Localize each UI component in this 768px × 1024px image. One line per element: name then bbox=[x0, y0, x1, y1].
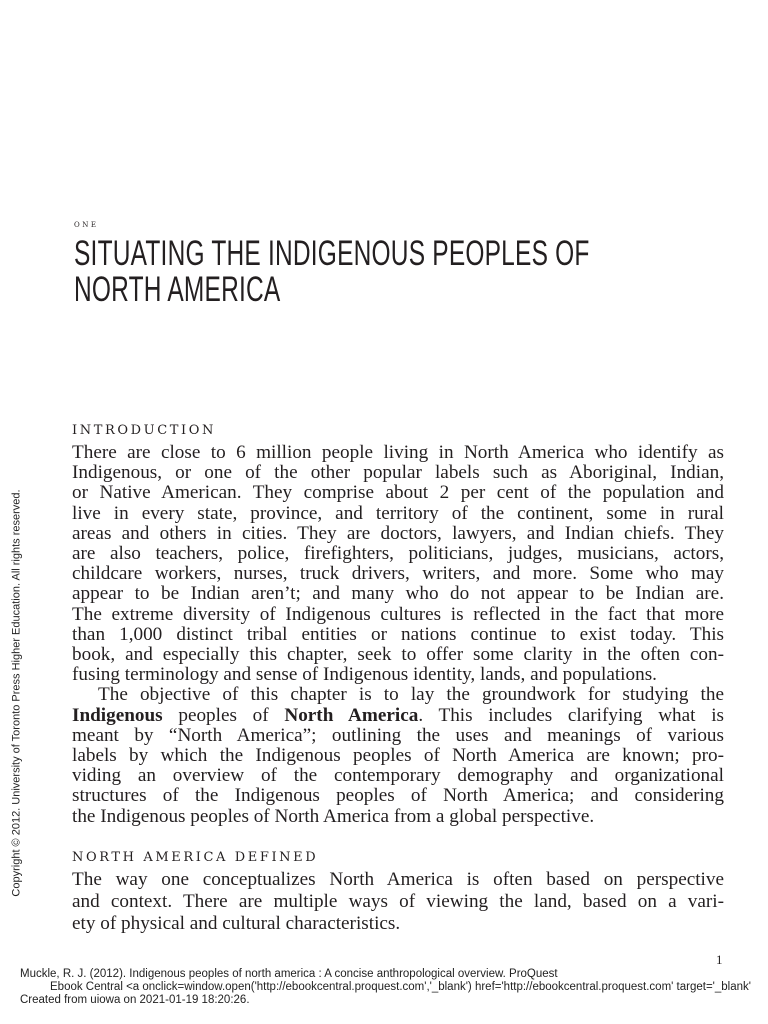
text-line: The extreme diversity of Indigenous cultures is reflected in the fact that more bbox=[72, 603, 724, 625]
chapter-title-line-1: SITUATING THE INDIGENOUS PEOPLES OF bbox=[74, 234, 590, 273]
key-term: North America bbox=[284, 704, 419, 726]
text-line: The way one conceptualizes North America is often based on perspective bbox=[72, 869, 724, 890]
section-heading-introduction: INTRODUCTION bbox=[72, 423, 216, 438]
text-line: or Native American. They comprise about 2 per cent of the population and bbox=[72, 482, 724, 504]
text-line: appear to be Indian aren’t; and many who do not appear to be Indian are. bbox=[72, 583, 724, 605]
text-line: fusing terminology and sense of Indigenous identity, lands, and populations. bbox=[72, 664, 657, 686]
copyright-notice: Copyright © 2012. University of Toronto Press Higher Education. All rights reserved. bbox=[10, 489, 23, 897]
text-line: Indigenous, or one of the other popular labels such as Aboriginal, Indian, bbox=[72, 462, 724, 484]
text-line: childcare workers, nurses, truck drivers, writers, and more. Some who may bbox=[72, 563, 724, 585]
text-span: . This includes clarifying what is bbox=[418, 704, 724, 726]
text-line: and context. There are multiple ways of viewing the land, based on a vari- bbox=[72, 891, 724, 912]
text-line: than 1,000 distinct tribal entities or nations continue to exist today. This bbox=[72, 623, 724, 645]
text-line bbox=[72, 706, 724, 726]
text-line: There are close to 6 million people living in North America who identify as bbox=[72, 442, 724, 463]
text-line: the Indigenous peoples of North America from a global perspective. bbox=[72, 805, 595, 827]
page-number: 1 bbox=[716, 952, 723, 967]
key-term: Indigenous bbox=[72, 704, 163, 726]
citation-line-3: Created from uiowa on 2021-01-19 18:20:26. bbox=[20, 994, 250, 1006]
chapter-title-line-2: NORTH AMERICA bbox=[74, 270, 281, 309]
text-line: meant by “North America”; outlining the uses and meanings of various bbox=[72, 724, 724, 746]
text-line: viding an overview of the contemporary demography and organizational bbox=[72, 765, 724, 787]
section-heading-north-america-defined: NORTH AMERICA DEFINED bbox=[72, 850, 319, 865]
text-line: labels by which the Indigenous peoples of North America are known; pro- bbox=[72, 745, 724, 766]
citation-line-1: Muckle, R. J. (2012). Indigenous peoples of north america : A concise anthropological overview. ProQuest bbox=[20, 968, 558, 980]
text-line: ety of physical and cultural characteristics. bbox=[72, 913, 401, 934]
text-line: structures of the Indigenous peoples of North America; and considering bbox=[72, 785, 724, 807]
text-line: The objective of this chapter is to lay the groundwork for studying the bbox=[98, 684, 724, 706]
text-span: peoples of bbox=[162, 704, 285, 726]
citation-line-2: Ebook Central <a onclick=window.open('http://ebookcentral.proquest.com','_blank') href='http://ebookcentral.proquest.com' target='_blank' bbox=[50, 981, 751, 993]
text-line: book, and especially this chapter, seek to offer some clarity in the often con- bbox=[72, 644, 724, 665]
text-line: are also teachers, police, firefighters, politicians, judges, musicians, actors, bbox=[72, 543, 724, 564]
text-line: areas and others in cities. They are doctors, lawyers, and Indian chiefs. They bbox=[72, 522, 724, 544]
chapter-number: one bbox=[74, 219, 99, 230]
text-line: live in every state, province, and territory of the continent, some in rural bbox=[72, 502, 724, 524]
